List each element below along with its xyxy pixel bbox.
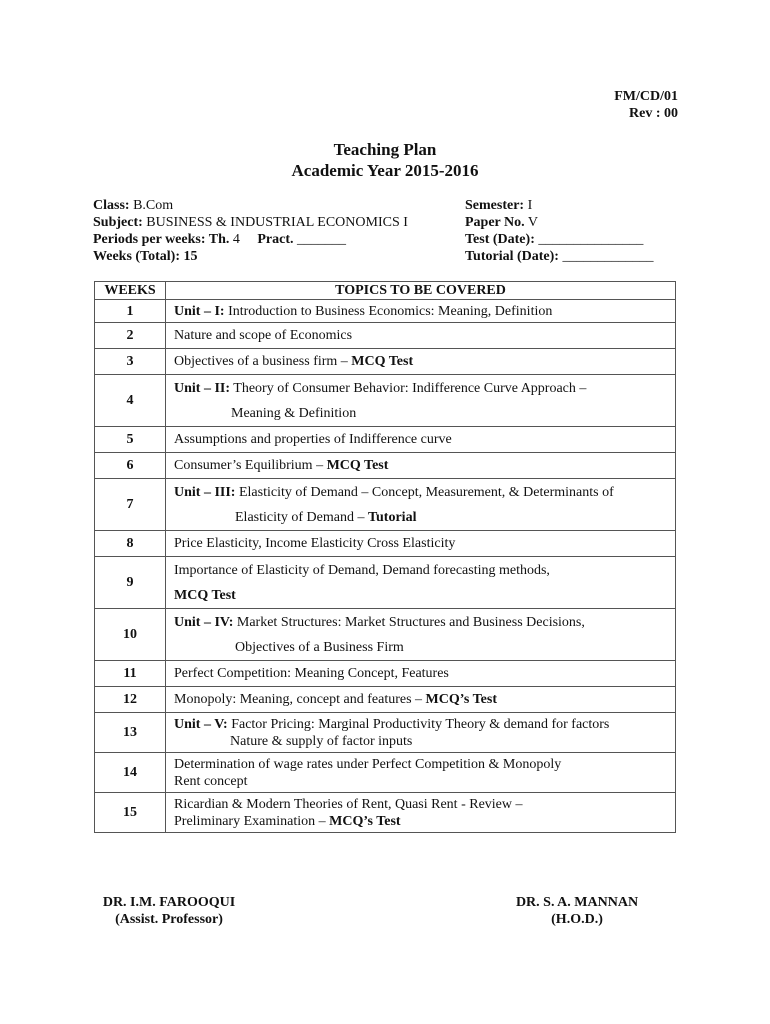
topic-text: Importance of Elasticity of Demand, Demand forecasting methods, [174,562,550,578]
periods-value: 4 [232,232,240,247]
table-row [95,557,676,609]
topic-cell [166,661,676,687]
topic-cell [166,375,676,427]
unit-label: Unit – IV: [174,614,234,630]
topic-text: Assumptions and properties of Indifference curve [174,432,452,447]
semester-value: I [527,198,533,213]
topic-text-line2: Rent concept [174,773,248,789]
week-number: 2 [95,323,166,349]
topic-cell [166,323,676,349]
unit-label: Unit – V: [174,716,228,732]
table-row [95,609,676,661]
form-code: FM/CD/01 [614,89,678,104]
table-header-row [95,282,676,300]
class-label: Class: [93,198,130,213]
topic-text-line2: Preliminary Examination – [174,813,330,829]
faculty-name: DR. I.M. FAROOQUI [102,895,236,910]
week-number: 10 [95,609,166,661]
table-row [95,479,676,531]
topic-cell [166,453,676,479]
topic-text-line2: Elasticity of Demand – [235,509,368,525]
semester-label: Semester: [465,198,525,213]
week-number: 12 [95,687,166,713]
class-field [93,197,173,214]
mcq-test-label: MCQ Test [174,587,236,603]
unit-label: Unit – III: [174,484,236,500]
pract-value: _______ [297,232,347,247]
week-number: 1 [95,300,166,323]
topic-text-line2: Meaning & Definition [231,405,357,421]
topic-cell [166,687,676,713]
week-number: 6 [95,453,166,479]
tutorial-date-label: Tutorial (Date): [465,249,559,264]
topic-text: Consumer’s Equilibrium – [174,458,327,473]
weeks-column-header: WEEKS [95,282,166,300]
topic-text: Introduction to Business Economics: Meaning, Definition [228,303,553,319]
tutorial-date-value: _____________ [562,249,654,264]
test-date-field [465,231,643,248]
teaching-plan-table [94,281,676,833]
topic-cell [166,713,676,753]
table-row [95,661,676,687]
tutorial-date-field [465,248,653,265]
week-number: 9 [95,557,166,609]
topic-text: Price Elasticity, Income Elasticity Cross Elasticity [174,536,456,551]
mcq-test-label: MCQ’s Test [329,813,401,829]
topic-cell [166,557,676,609]
semester-field [465,197,532,214]
week-number: 11 [95,661,166,687]
table-row [95,713,676,753]
topic-text: Factor Pricing: Marginal Productivity Theory & demand for factors [231,716,610,732]
topic-cell [166,793,676,833]
test-date-label: Test (Date): [465,232,535,247]
table-row [95,793,676,833]
topic-cell [166,427,676,453]
paper-value: V [527,215,538,230]
week-number: 8 [95,531,166,557]
page-subtitle: Academic Year 2015-2016 [291,161,479,180]
hod-signature [497,894,657,928]
topic-cell [166,609,676,661]
topic-text-line2: Objectives of a Business Firm [235,639,404,655]
mcq-test-label: MCQ Test [326,458,389,473]
test-date-value: _______________ [538,232,644,247]
faculty-signature [84,894,254,928]
mcq-test-label: MCQ’s Test [425,692,497,707]
weeks-total: Weeks (Total): 15 [93,249,198,264]
topic-cell [166,753,676,793]
topic-cell [166,531,676,557]
table-row [95,323,676,349]
topic-text: Market Structures: Market Structures and Business Decisions, [236,614,585,630]
class-value: B.Com [133,198,174,213]
table-row [95,531,676,557]
week-number: 15 [95,793,166,833]
faculty-role: (Assist. Professor) [115,912,223,927]
hod-name: DR. S. A. MANNAN [515,895,639,910]
subject-label: Subject: [93,215,143,230]
topic-text: Monopoly: Meaning, concept and features – [174,692,426,707]
topic-text: Theory of Consumer Behavior: Indifference Curve Approach – [233,380,587,396]
topic-text: Determination of wage rates under Perfect Competition & Monopoly [174,756,562,772]
topic-text: Nature and scope of Economics [174,328,353,343]
paper-label: Paper No. [465,215,525,230]
topic-cell [166,300,676,323]
week-number: 13 [95,713,166,753]
topic-text-line2: Nature & supply of factor inputs [230,733,413,749]
table-row [95,753,676,793]
subject-value: BUSINESS & INDUSTRIAL ECONOMICS I [146,215,408,230]
topic-text: Elasticity of Demand – Concept, Measurement, & Determinants of [238,484,614,500]
mcq-test-label: MCQ Test [351,354,414,369]
periods-label: Periods per weeks: Th. [93,232,230,247]
week-number: 5 [95,427,166,453]
topic-text: Perfect Competition: Meaning Concept, Features [174,666,449,681]
topic-cell [166,349,676,375]
week-number: 4 [95,375,166,427]
pract-label: Pract. [257,232,294,247]
topic-text: Objectives of a business firm – [174,354,352,369]
table-row [95,427,676,453]
table-row [95,375,676,427]
table-row [95,687,676,713]
paper-field [465,214,538,231]
subject-field [93,214,408,231]
tutorial-label: Tutorial [367,509,417,525]
revision-number: Rev : 00 [629,106,678,121]
week-number: 7 [95,479,166,531]
week-number: 14 [95,753,166,793]
periods-field [93,231,346,248]
week-number: 3 [95,349,166,375]
table-row [95,453,676,479]
topic-cell [166,479,676,531]
unit-label: Unit – II: [174,380,231,396]
unit-label: Unit – I: [174,303,225,319]
topic-text: Ricardian & Modern Theories of Rent, Quasi Rent - Review – [174,796,523,812]
hod-role: (H.O.D.) [551,912,603,927]
table-row [95,300,676,323]
topics-column-header: TOPICS TO BE COVERED [166,282,676,300]
table-row [95,349,676,375]
page-title: Teaching Plan [333,140,437,159]
